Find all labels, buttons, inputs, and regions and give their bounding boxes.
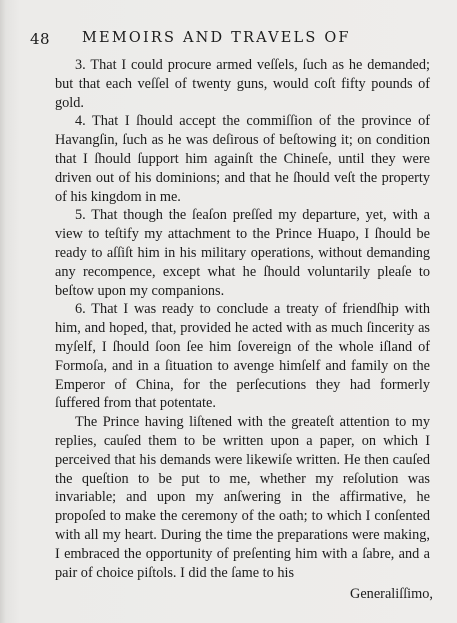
running-title: MEMOIRS AND TRAVELS OF — [82, 30, 351, 46]
paragraph-article-4: 4. That I ſhould accept the commiſſion of the province of Havangſin, ſuch as he was deſirous of beſtowing it; on condition that I ſhould ſupport him againſt the Chineſe, until they were driven out of his dominions; and that he ſhould veſt the property of his kingdom in me. — [55, 113, 430, 205]
page-number: 48 — [30, 30, 51, 48]
body-text — [55, 56, 430, 582]
paragraph-article-5: 5. That though the ſeaſon preſſed my departure, yet, with a view to teſtify my attachment to the Prince Huapo, I ſhould be ready to aſſiſt him in his military operations, without demanding any recompence, except what he ſhould voluntarily pleaſe to beſtow upon my companions. — [55, 207, 430, 299]
paragraph-prince-reply: The Prince having liſtened with the greateſt attention to my replies, cauſed them to be written upon a paper, on which I perceived that his demands were likewiſe written. He then cauſed the queſtion to be put to me, whether my reſolution was invariable; and upon my anſwering in the affirmative, he propoſed to make the ceremony of the oath; to which I conſented with all my heart. During the time the preparations were making, I embraced the opportunity of preſenting him with a ſabre, and a pair of choice piſtols. I did the ſame to his — [55, 414, 430, 581]
paragraph-article-6: 6. That I was ready to conclude a treaty of friendſhip with him, and hoped, that, provided he acted with as much ſincerity as myſelf, I ſhould ſoon ſee him ſovereign of the whole iſland of Formoſa, and in a ſituation to avenge himſelf and family on the Emperor of China, for the perſecutions they had formerly ſuffered from that potentate. — [55, 301, 430, 412]
paragraph-article-3: 3. That I could procure armed veſſels, ſuch as he demanded; but that each veſſel of twenty guns, would coſt fifty pounds of gold. — [55, 57, 430, 111]
catchword: Generaliſſimo, — [350, 586, 433, 602]
page-header — [30, 26, 445, 50]
